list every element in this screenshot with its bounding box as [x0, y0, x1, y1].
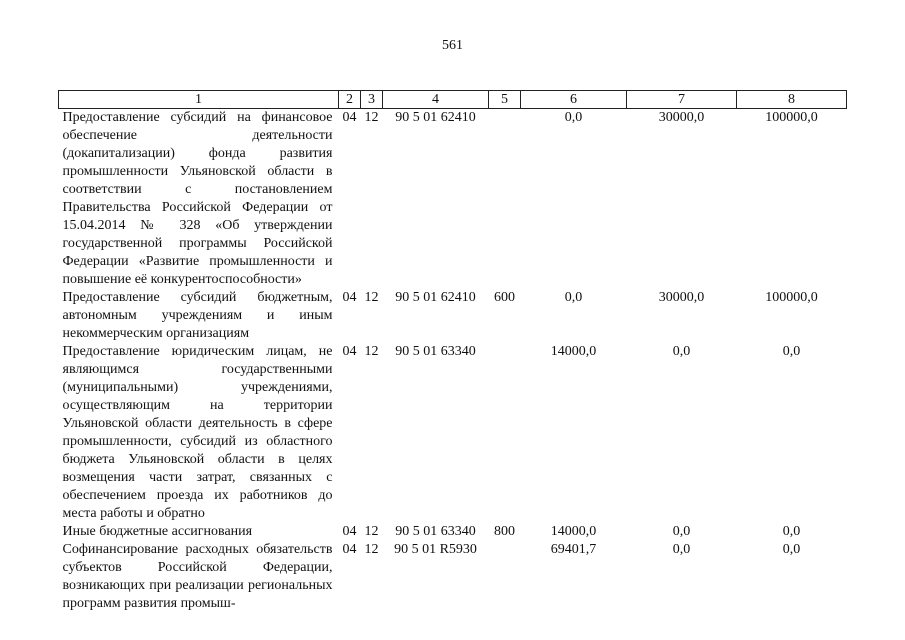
table-row: [59, 109, 847, 290]
row-vr: [489, 343, 521, 523]
row-name: Иные бюджетные ассигнования: [62, 524, 253, 539]
row-csr: 90 5 01 62410: [395, 110, 476, 125]
col-header-3: 3: [361, 91, 383, 109]
col-header-1: 1: [59, 91, 339, 109]
row-value-6: 14000,0: [550, 344, 597, 359]
row-pr: 12: [364, 524, 379, 539]
row-value-7: 30000,0: [658, 290, 705, 305]
row-value-8: 100000,0: [765, 110, 818, 125]
row-vr: 600: [494, 290, 515, 305]
row-vr: [489, 109, 521, 290]
row-csr: 90 5 01 63340: [395, 524, 476, 539]
row-value-8: 100000,0: [765, 290, 818, 305]
table-row: [59, 541, 847, 613]
table-row: [59, 523, 847, 541]
col-header-2: 2: [339, 91, 361, 109]
row-csr: 90 5 01 63340: [395, 344, 476, 359]
row-rz: 04: [342, 290, 357, 305]
row-value-7: 0,0: [672, 344, 691, 359]
row-vr: 800: [494, 524, 515, 539]
row-name: Предоставление юридическим лицам, не являющимся государственными (муниципальными) учреждениями, осуществляющим на территории Ульяновской области деятельность в сфере промышленности, субсидий из областного бюджета Ульяновской области в целях возмещения части затрат, связанных с обеспечением проезда их работников до места работы и обратно: [62, 344, 333, 521]
row-value-7: 30000,0: [658, 110, 705, 125]
row-rz: 04: [342, 524, 357, 539]
row-value-8: 0,0: [782, 524, 801, 539]
table-header-row: [59, 91, 847, 109]
row-value-8: 0,0: [782, 344, 801, 359]
row-rz: 04: [342, 542, 357, 557]
row-name: Софинансирование расходных обязательств субъектов Российской Федерации, возникающих при реализации региональных программ развития промыш-: [62, 542, 333, 611]
row-vr: [489, 541, 521, 613]
row-value-6: 14000,0: [550, 524, 597, 539]
row-csr: 90 5 01 62410: [395, 290, 476, 305]
table-row: [59, 289, 847, 343]
col-header-5: 5: [489, 91, 521, 109]
row-rz: 04: [342, 344, 357, 359]
row-value-6: 69401,7: [550, 542, 597, 557]
row-value-7: 0,0: [672, 542, 691, 557]
col-header-8: 8: [737, 91, 847, 109]
row-pr: 12: [364, 542, 379, 557]
row-pr: 12: [364, 344, 379, 359]
row-csr: 90 5 01 R5930: [394, 542, 477, 557]
row-value-6: 0,0: [564, 110, 583, 125]
col-header-6: 6: [521, 91, 627, 109]
budget-table: [58, 90, 847, 613]
row-name: Предоставление субсидий бюджетным, автономным учреждениям и иным некоммерческим организациям: [62, 290, 333, 341]
table-row: [59, 343, 847, 523]
col-header-7: 7: [627, 91, 737, 109]
row-pr: 12: [364, 110, 379, 125]
col-header-4: 4: [383, 91, 489, 109]
row-rz: 04: [342, 110, 357, 125]
row-value-8: 0,0: [782, 542, 801, 557]
row-name: Предоставление субсидий на финансовое обеспечение деятельности (докапитализации) фонда развития промышленности Ульяновской области в соответствии с постановлением Правительства Российской Федерации от 15.04.2014 № 328 «Об утверждении государственной программы Российской Федерации «Развитие промышленности и повышение её конкурентоспособности»: [62, 110, 333, 287]
page-number: 561: [442, 38, 463, 53]
row-pr: 12: [364, 290, 379, 305]
row-value-6: 0,0: [564, 290, 583, 305]
row-value-7: 0,0: [672, 524, 691, 539]
